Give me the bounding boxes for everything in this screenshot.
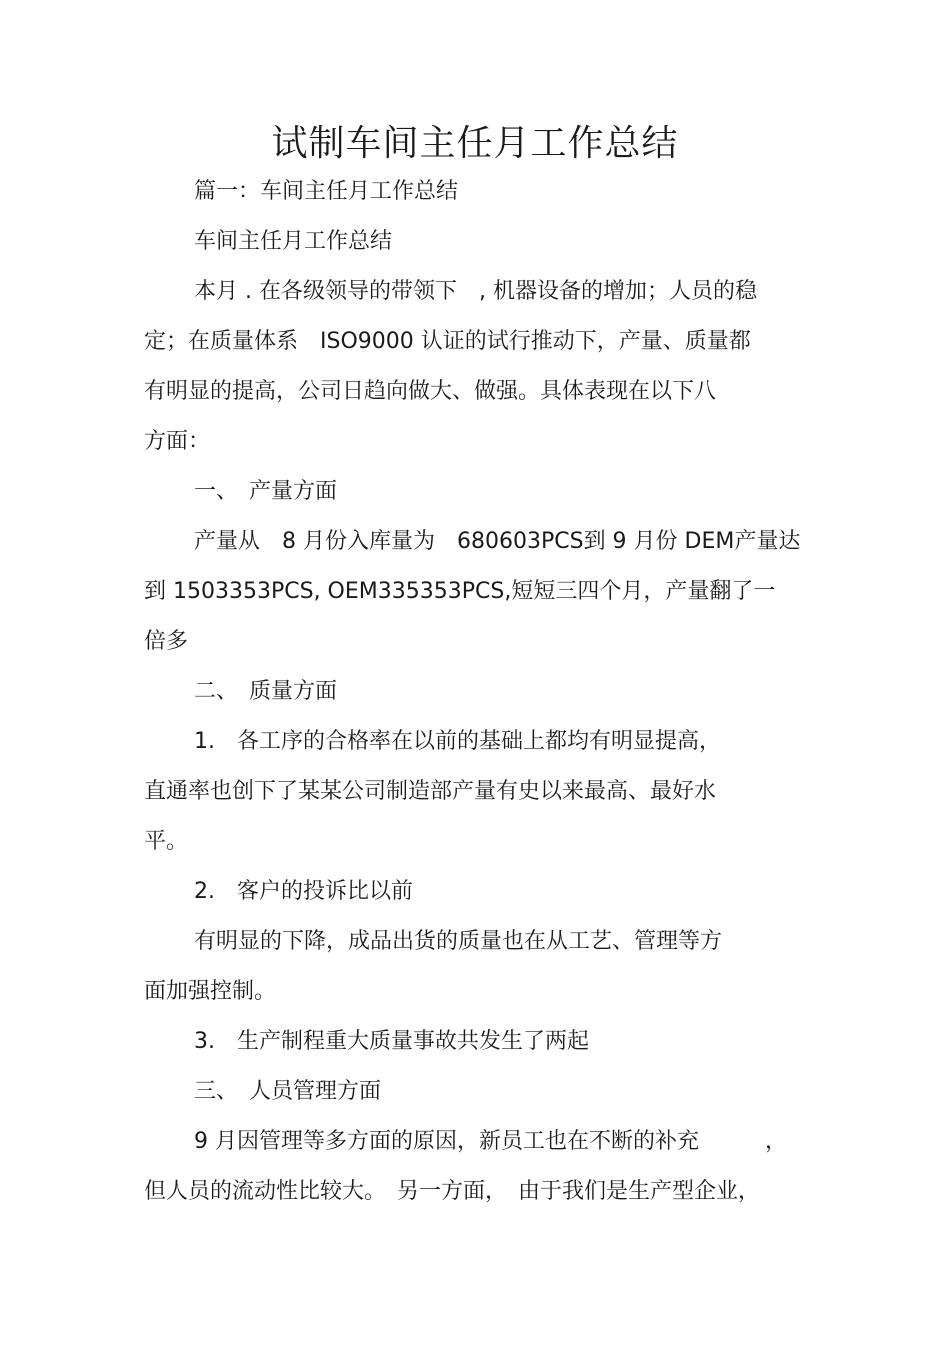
section-heading-part-one: 篇一：车间主任月工作总结 [194,179,459,204]
paragraph-line: 倍多 [144,629,189,654]
paragraph-line: 定；在质量体系 ISO9000 认证的试行推动下，产量、质量都 [144,329,751,354]
section-heading-output: 一、 产量方面 [194,479,338,504]
paragraph-line: 直通率也创下了某某公司制造部产量有史以来最高、最好水 [144,779,717,804]
paragraph-line: 但人员的流动性比较大。 另一方面， 由于我们是生产型企业， [144,1179,761,1204]
paragraph-line: 到 1503353PCS, OEM335353PCS,短短三四个月，产量翻了一 [144,579,776,604]
paragraph-line: 9 月因管理等多方面的原因，新员工也在不断的补充 ， [194,1129,787,1154]
section-heading-quality: 二、 质量方面 [194,679,338,704]
paragraph-line: 有明显的下降，成品出货的质量也在从工艺、管理等方 [194,929,723,954]
paragraph-line: 有明显的提高，公司日趋向做大、做强。具体表现在以下八 [144,379,717,404]
document-title: 试制车间主任月工作总结 [271,123,679,164]
paragraph-line: 方面： [144,429,211,454]
subheading: 车间主任月工作总结 [194,229,393,254]
list-item-line: 1. 各工序的合格率在以前的基础上都均有明显提高， [194,729,721,754]
paragraph-line: 面加强控制。 [144,979,277,1004]
list-item-line: 2. 客户的投诉比以前 [194,879,413,904]
section-heading-personnel: 三、 人员管理方面 [194,1079,382,1104]
paragraph-line: 产量从 8 月份入库量为 680603PCS到 9 月份 DEM产量达 [194,529,801,554]
list-item-line: 3. 生产制程重大质量事故共发生了两起 [194,1029,589,1054]
paragraph-line: 本月 . 在各级领导的带领下 , 机器设备的增加；人员的稳 [194,279,757,304]
paragraph-line: 平。 [144,829,189,854]
